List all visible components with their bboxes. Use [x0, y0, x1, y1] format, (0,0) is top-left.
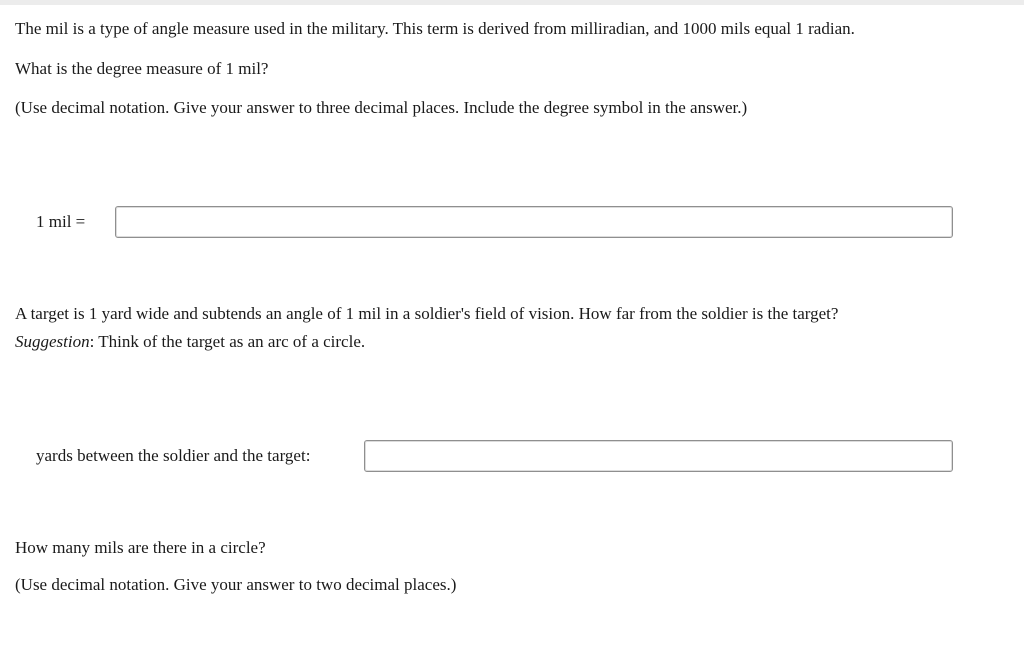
target-problem-statement: A target is 1 yard wide and subtends an angle of 1 mil in a soldier's field of vision. How far from the soldier is the target?	[15, 304, 839, 323]
yards-answer-field[interactable]	[364, 440, 953, 472]
suggestion-line	[15, 332, 365, 352]
instructions-three-decimals: (Use decimal notation. Give your answer to three decimal places. Include the degree symbol in the answer.)	[15, 98, 748, 117]
question-degree-measure: What is the degree measure of 1 mil?	[15, 59, 269, 78]
mil-degree-answer-field[interactable]	[115, 206, 953, 238]
yards-answer-label: yards between the soldier and the target:	[36, 446, 311, 465]
question-mils-in-circle: How many mils are there in a circle?	[15, 538, 266, 557]
instructions-two-decimals: (Use decimal notation. Give your answer to two decimal places.)	[15, 575, 457, 594]
suggestion-label: Suggestion	[15, 332, 90, 351]
mil-answer-label: 1 mil =	[36, 212, 86, 231]
intro-statement: The mil is a type of angle measure used in the military. This term is derived from milliradian, and 1000 mils equal 1 radian.	[15, 19, 855, 38]
suggestion-text: : Think of the target as an arc of a circle.	[89, 332, 366, 351]
top-divider	[0, 0, 1024, 5]
